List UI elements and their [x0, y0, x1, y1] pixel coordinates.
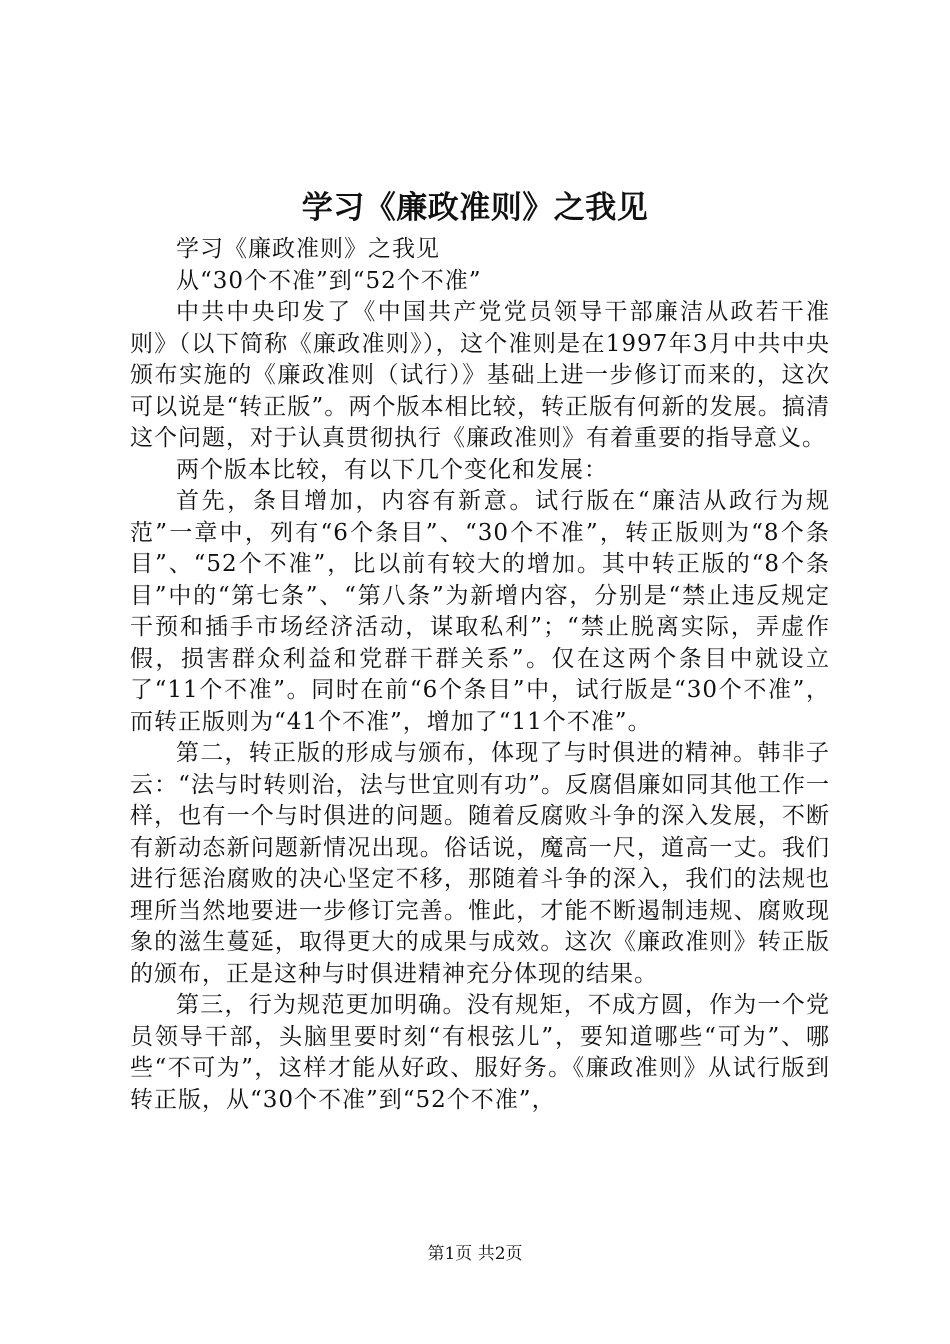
page-number: 第1页 共2页 — [427, 1244, 523, 1264]
paragraph-comparison: 两个版本比较，有以下几个变化和发展： — [176, 456, 608, 483]
paragraph-intro: 中共中央印发了《中国共产党党员领导干部廉洁从政若干准则》（以下简称《廉政准则》），这个准则是在1997年3月中共中央颁布实施的《廉政准则（试行）》基础上进一步修订而来的，这次可以说是“转正版”。两个版本相比较，转正版有何新的发展。搞清这个问题，对于认真贯彻执行《廉政准则》有着重要的指导意义。 — [130, 299, 830, 451]
paragraph-first: 首先，条目增加，内容有新意。试行版在“廉洁从政行为规范”一章中，列有“6个条目”、“30个不准”，转正版则为“8个条目”、“52个不准”，比以前有较大的增加。其中转正版的“8个条目”中的“第七条”、“第八条”为新增内容，分别是“禁止违反规定干预和插手市场经济活动，谋取私利”；“禁止脱离实际，弄虚作假，损害群众利益和党群干群关系”。仅在这两个条目中就设立了“11个不准”。同时在前“6个条目”中，试行版是“30个不准”，而转正版则为“41个不准”，增加了“11个不准”。 — [130, 488, 830, 735]
paragraph-heading: 从“30个不准”到“52个不准” — [176, 267, 482, 294]
paragraph-third: 第三，行为规范更加明确。没有规矩，不成方圆，作为一个党员领导干部，头脑里要时刻“有根弦儿”，要知道哪些“可为”、哪些“不可为”，这样才能从好政、服好务。《廉政准则》从试行版到转正版，从“30个不准”到“52个不准”， — [130, 992, 830, 1113]
paragraph-subtitle: 学习《廉政准则》之我见 — [176, 236, 440, 262]
paragraph-second: 第二，转正版的形成与颁布，体现了与时俱进的精神。韩非子云：“法与时转则治，法与世宜则有功”。反腐倡廉如同其他工作一样，也有一个与时俱进的问题。随着反腐败斗争的深入发展，不断有新动态新问题新情况出现。俗话说，魔高一尺，道高一丈。我们进行惩治腐败的决心坚定不移，那随着斗争的深入，我们的法规也理所当然地要进一步修订完善。惟此，才能不断遏制违规、腐败现象的滋生蔓延，取得更大的成果与成效。这次《廉政准则》转正版的颁布，正是这种与时俱进精神充分体现的结果。 — [130, 740, 830, 987]
document-body — [130, 234, 830, 1116]
document-title: 学习《廉政准则》之我见 — [301, 190, 649, 226]
